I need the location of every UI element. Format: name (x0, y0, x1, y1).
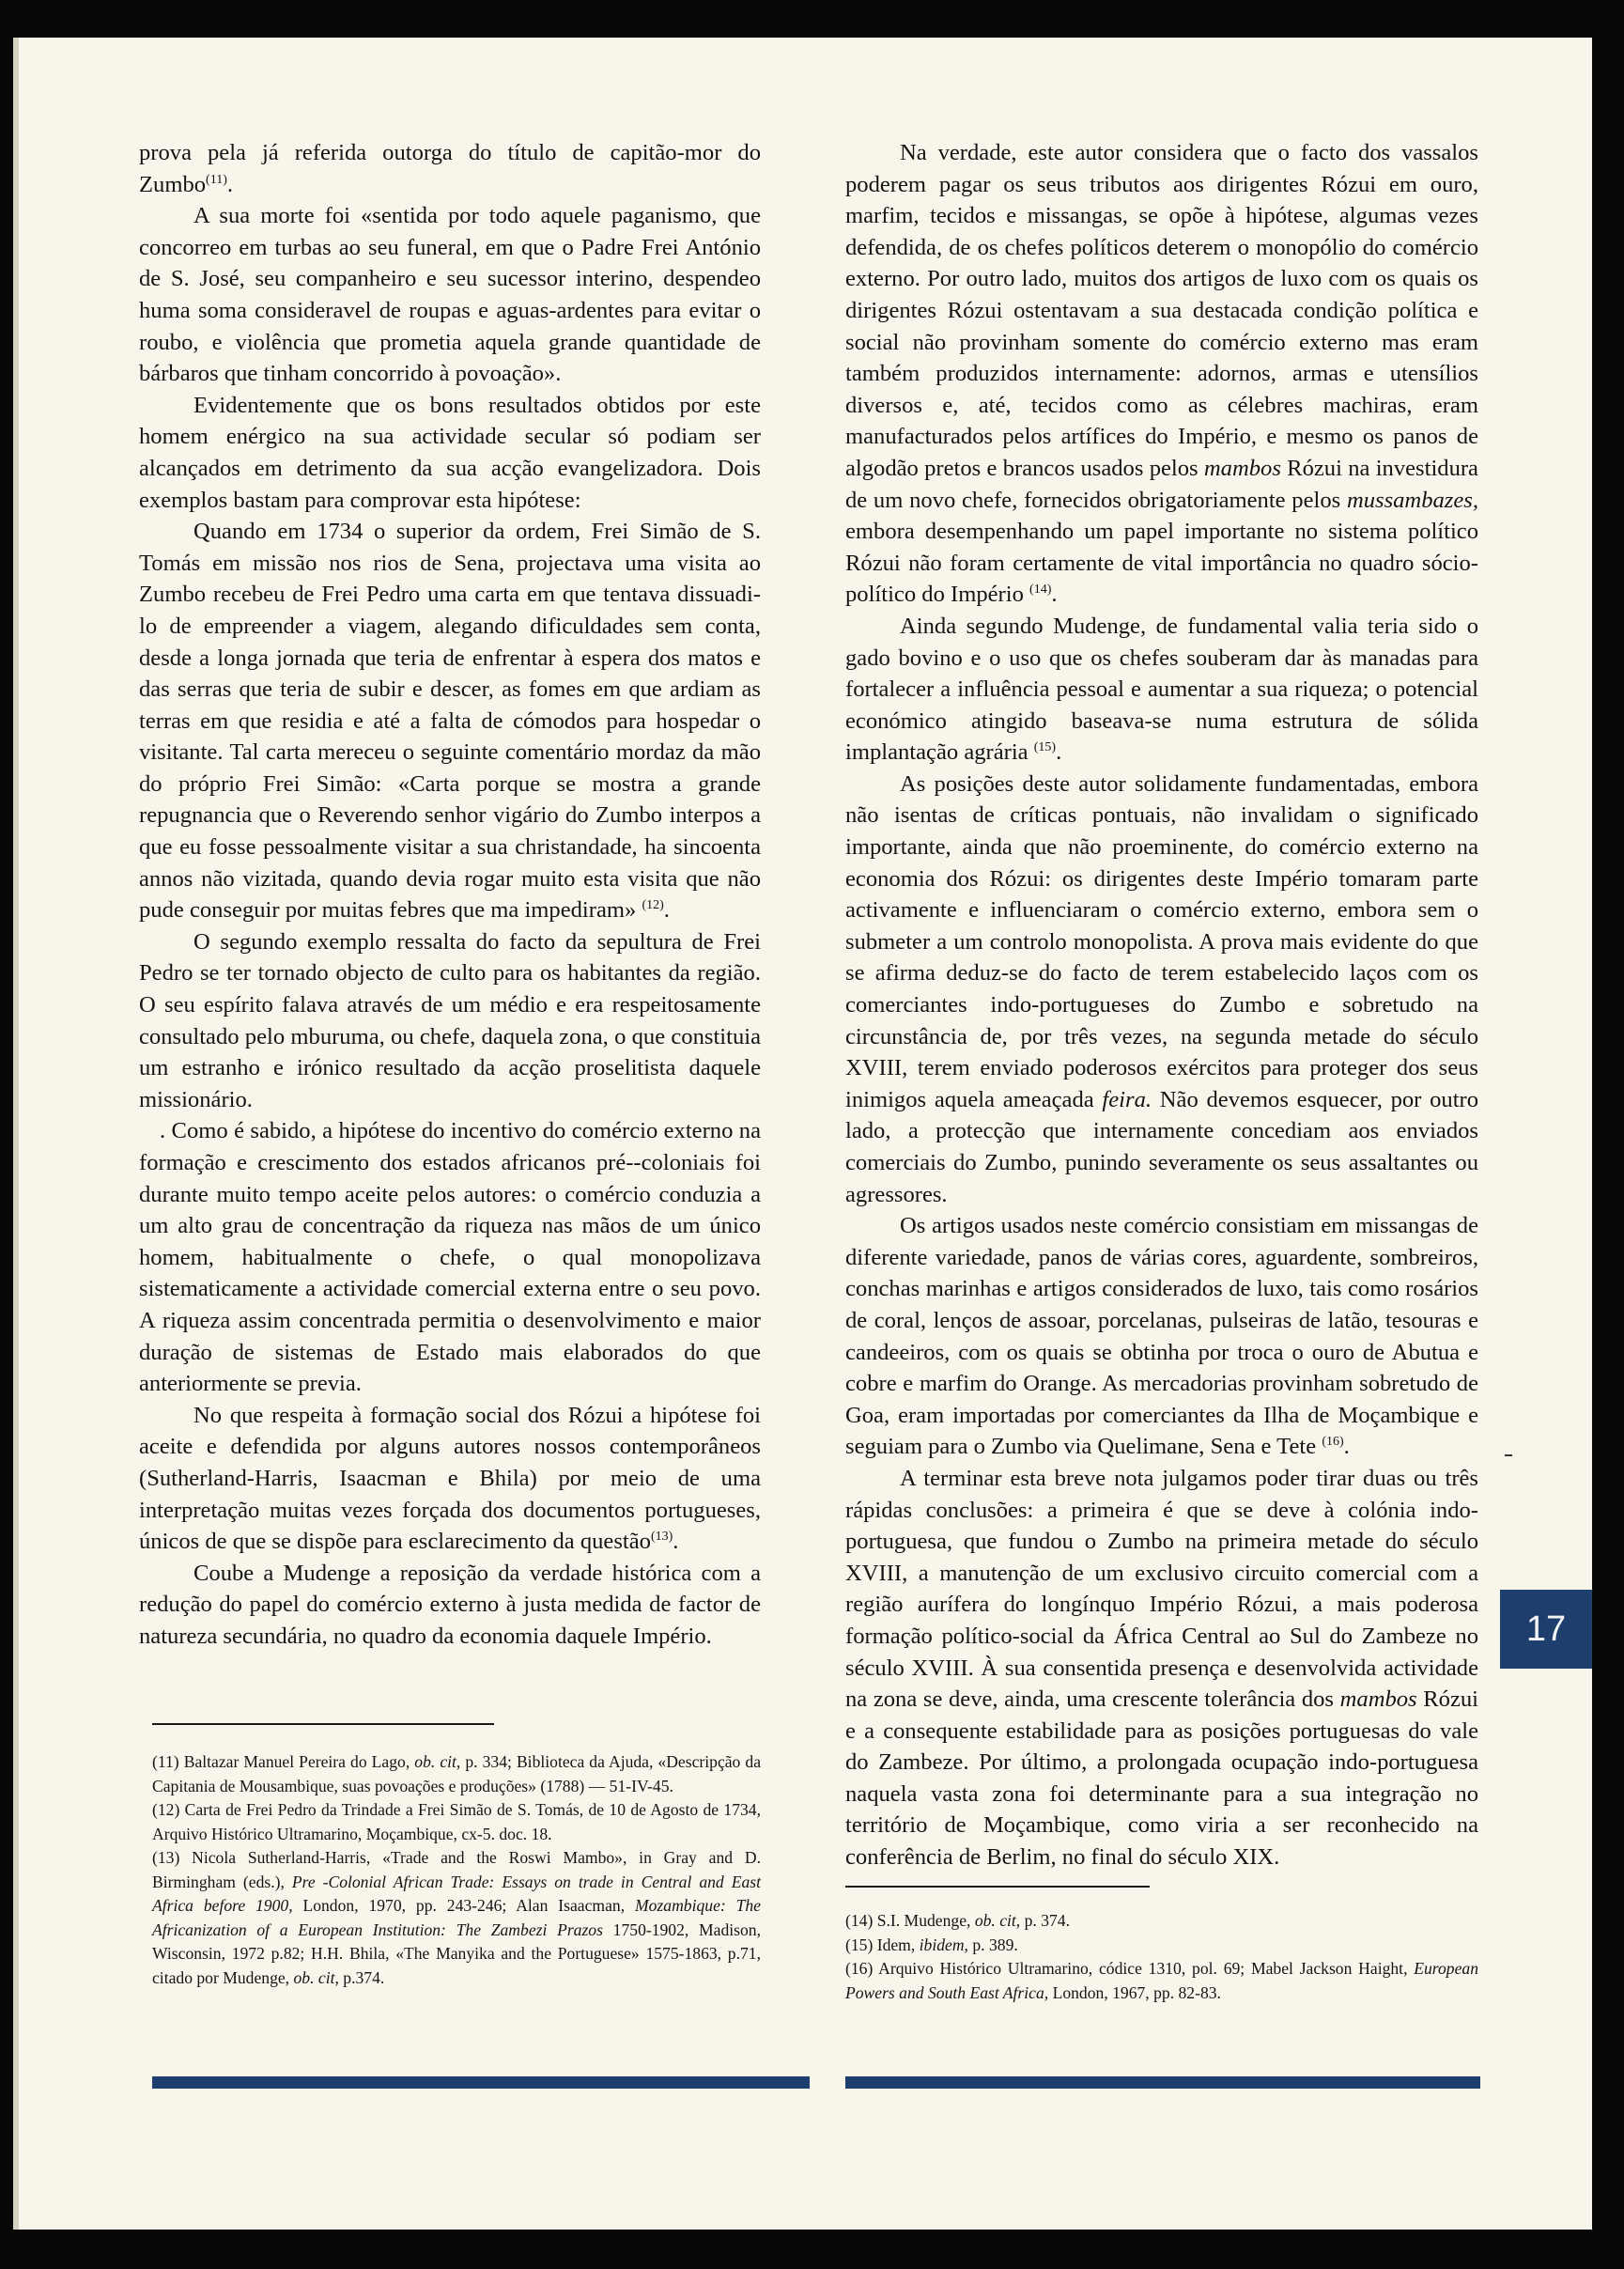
footnote-ref: (11) (206, 172, 227, 187)
paragraph: . Como é sabido, a hipótese do incentivo do comércio externo na formação e crescimento dos estados africanos pré--coloniais foi durante muito tempo aceite pelos autores: o comércio conduzia a um alto grau de concentração da riqueza nas mãos de um único homem, habitualmente o chefe, o qual monopolizava sistematicamente a actividade comercial externa entre o seu povo. A riqueza assim concentrada permitia o desenvolvimento e maior duração de sistemas de Estado mais elaborados do que anteriormente se previa. (139, 1118, 761, 1397)
right-footnotes (845, 1909, 1478, 2005)
page-number-tab: 17 (1500, 1590, 1592, 1669)
footnote-ref: (12) (642, 898, 664, 913)
left-footer-bar (152, 2076, 810, 2089)
paragraph: Na verdade, este autor considera que o facto dos vassalos poderem pagar os seus tributos aos dirigentes Rózui em ouro, marfim, tecidos e missangas, se opõe à hipótese, algumas vezes defendida, de os chefes políticos deterem o monopólio do comércio externo. Por outro lado, muitos dos artigos de luxo com os quais os dirigentes Rózui ostentavam a sua destacada condição política e social não provinham somente do comércio externo mas eram também produzidos internamente: adornos, armas e utensílios diversos e, até, tecidos como as célebres machiras, eram manufacturados pelos artífices do Império, e mesmo os panos de algodão pretos e brancos usados pelos mambos Rózui na investidura de um novo chefe, fornecidos obrigatoriamente pelos mussambazes, embora desempenhando um papel importante no sistema político Rózui não foram certamente de vital importância no quadro sócio-político do Império $^{(14)}$. (845, 140, 1478, 608)
paragraph: Ainda segundo Mudenge, de fundamental valia teria sido o gado bovino e o uso que os chefes souberam dar às manadas para fortalecer a influência pessoal e aumentar a sua riqueza; o potencial económico atingido baseava-se numa estrutura de sólida implantação agrária $^{(15)}$. (845, 613, 1478, 766)
left-text-column (139, 137, 761, 1653)
paragraph: As posições deste autor solidamente fundamentadas, embora não isentas de críticas pontuais, não invalidam o significado importante, ainda que não proeminente, do comércio externo na economia dos Rózui: os dirigentes deste Império tomaram parte activamente e influenciaram o comércio externo, embora sem o submeter a um controlo monopolista. A prova mais evidente do que se afirma deduz-se do facto de terem estabelecido laços com os comerciantes indo-portugueses do Zumbo e sobretudo na circunstância de, por três vezes, na segunda metade do século XVIII, terem enviado poderosos exércitos para proteger dos seus inimigos aquela ameaçada feira. Não devemos esquecer, por outro lado, a protecção que internamente concediam aos enviados comerciais do Zumbo, punindo severamente os seus assaltantes ou agressores. (845, 770, 1479, 1207)
footnote: (11) Baltazar Manuel Pereira do Lago, ob. cit, p. 334; Biblioteca da Ajuda, «Descripção da Capitania de Mousambique, suas povoações e produções» (1788) — 51-IV-45. (152, 1752, 762, 1795)
footnote: (12) Carta de Frei Pedro da Trindade a Frei Simão de S. Tomás, de 10 de Agosto de 1734, Arquivo Histórico Ultramarino, Moçambique, cx-5. doc. 18. (152, 1800, 761, 1843)
right-footer-bar (845, 2076, 1480, 2089)
paragraph: Quando em 1734 o superior da ordem, Frei Simão de S. Tomás em missão nos rios de Sena, projectava uma visita ao Zumbo recebeu de Frei Pedro uma carta em que tentava dissuadi-lo de empreender a viagem, alegando dificuldades sem conta, desde a longa jornada que teria de enfrentar à espera dos matos e das serras que teria de subir e descer, as fomes em que ardiam as terras em que residia e até a falta de cómodos para hospedar o visitante. Tal carta mereceu o seguinte comentário mordaz da mão do próprio Frei Simão: «Carta porque se mostra a grande repugnancia que o Reverendo senhor vigário do Zumbo interpos a que eu fosse pessoalmente visitar a sua christandade, ha sincoenta annos não vizitada, quando devia rogar muito esta visita que não pude conseguir por muitas febres que ma impediram» $^{(12)}$. (139, 519, 761, 924)
paragraph: prova pela já referida outorga do título de capitão-mor do Zumbo$^{(11)}$. (139, 140, 761, 197)
paragraph: A terminar esta breve nota julgamos poder tirar duas ou três rápidas conclusões: a primeira é que se deve à colónia indo-portuguesa, que fundou o Zumbo na primeira metade do século XVIII, a manutenção de um exclusivo circuito comercial com a região aurífera do longínquo Império Rózui, a mais poderosa formação político-social da África Central ao Sul do Zambeze no século XVIII. À sua consentida presença e desenvolvida actividade na zona se deve, ainda, uma crescente tolerância dos mambos Rózui e a consequente estabilidade para as posições portuguesas do vale do Zambeze. Por último, a prolongada ocupação indo-portuguesa naquela vasta zona foi determinante para a sua integração no território de Moçambique, como viria a ser reconhecido na conferência de Berlim, no final do século XIX. (845, 1465, 1478, 1871)
footnote: (15) Idem, ibidem, p. 389. (845, 1935, 1018, 1954)
footnote: (13) Nicola Sutherland-Harris, «Trade and the Roswi Mambo», in Gray and D. Birmingham (eds.), Pre -Colonial African Trade: Essays on trade in Central and East Africa before 1900, London, 1970, pp. 243-246; Alan Isaacman, Mozambique: The Africanization of a European Institution: The Zambezi Prazos 1750-1902, Madison, Wisconsin, 1972 p.82; H.H. Bhila, «The Manyika and the Portuguese» 1575-1863, p.71, citado por Mudenge, ob. cit, p.374. (152, 1848, 761, 1987)
footnote-ref: (15) (1033, 740, 1057, 755)
paragraph: Os artigos usados neste comércio consistiam em missangas de diferente variedade, panos de várias cores, aguardente, sombreiros, conchas marinhas e artigos considerados de luxo, tais como rosários de coral, lenços de assoar, porcelanas, pulseiras de latão, tesouras e candeeiros, com os quais se obtinha por troca o ouro de Abutua e cobre e marfim do Orange. As mercadorias provinham sobretudo de Goa, eram importadas por comerciantes da Ilha de Moçambique e seguiam para o Zumbo via Quelimane, Sena e Tete $^{(16)}$. (845, 1213, 1478, 1460)
right-text-column (845, 137, 1478, 1873)
footnote-ref: (13) (650, 1529, 673, 1544)
paragraph: Evidentemente que os bons resultados obtidos por este homem enérgico na sua actividade secular só podiam ser alcançados em detrimento da sua acção evangelizadora. Dois exemplos bastam para comprovar esta hipótese: (139, 392, 761, 513)
paragraph: No que respeita à formação social dos Rózui a hipótese foi aceite e defendida por alguns autores nossos contemporâneos (Sutherland-Harris, Isaacman e Bhila) por meio de uma interpretação muitas vezes forçada dos documentos portugueses, únicos de que se dispõe para esclarecimento da questão$^{(13)}$. (139, 1402, 761, 1555)
footnote: (16) Arquivo Histórico Ultramarino, códice 1310, pol. 69; Mabel Jackson Haight, European Powers and South East Africa, London, 1967, pp. 82-83. (845, 1959, 1478, 2002)
footnote-divider (845, 1886, 1150, 1888)
footnote-ref: (16) (1322, 1435, 1344, 1450)
footnote-divider (152, 1723, 494, 1725)
paragraph: O segundo exemplo ressalta do facto da sepultura de Frei Pedro se ter tornado objecto de culto para os habitantes da região. O seu espírito falava através de um médio e era respeitosamente consultado pelo mburuma, ou chefe, daquela zona, o que constituia um estranho e irónico resultado da acção proselitista daquele missionário. (139, 928, 761, 1112)
binding-edge-shadow (13, 38, 19, 2230)
document-page (13, 38, 1592, 2230)
paragraph: Coube a Mudenge a reposição da verdade histórica com a redução do papel do comércio externo à justa medida de factor de natureza secundária, no quadro da economia daquele Império. (139, 1560, 761, 1649)
paragraph: A sua morte foi «sentida por todo aquele paganismo, que concorreo em turbas ao seu funeral, em que o Padre Frei António de S. José, seu companheiro e seu sucessor interino, despendeo huma soma consideravel de roupas e aguas-ardentes para evitar o roubo, e violência que prometia aquela grande quantidade de bárbaros que tinham concorrido à povoação». (139, 203, 761, 387)
left-footnotes (152, 1750, 761, 1990)
footnote-ref: (14) (1029, 583, 1052, 598)
footnote: (14) S.I. Mudenge, ob. cit, p. 374. (845, 1911, 1070, 1930)
margin-mark (1505, 1454, 1512, 1456)
